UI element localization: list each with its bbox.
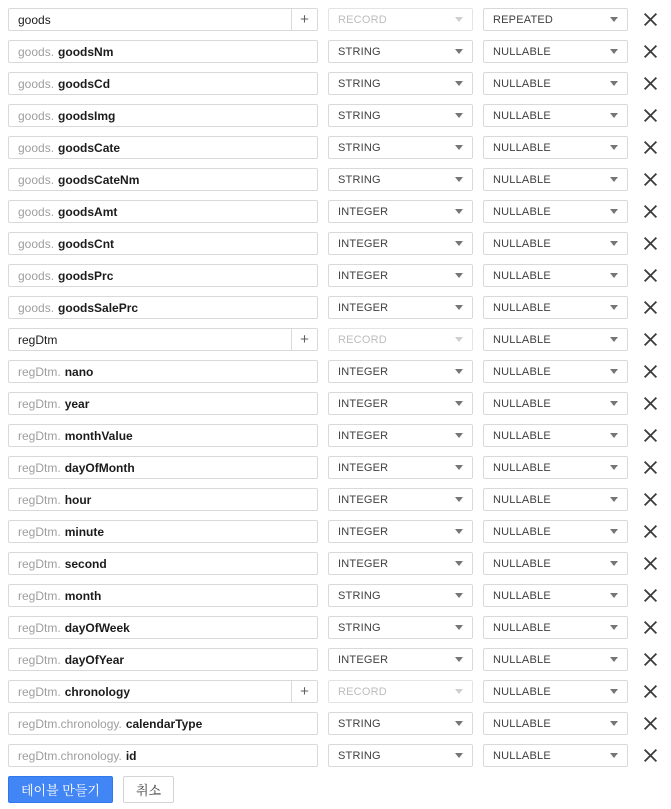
field-name: goodsImg — [58, 108, 116, 123]
field-mode-value: NULLABLE — [493, 461, 551, 474]
schema-field-row — [8, 104, 671, 127]
field-name-input[interactable] — [8, 424, 318, 447]
delete-field-button[interactable] — [638, 8, 662, 31]
field-type-value: STRING — [338, 717, 381, 730]
delete-field-button[interactable] — [638, 680, 662, 703]
field-mode-value: NULLABLE — [493, 109, 551, 122]
schema-field-row — [8, 520, 671, 543]
delete-field-button[interactable] — [638, 104, 662, 127]
chevron-down-icon — [455, 657, 463, 662]
field-type-dropdown[interactable] — [328, 392, 473, 415]
field-name-input[interactable] — [8, 584, 318, 607]
field-mode-dropdown[interactable] — [483, 488, 628, 511]
delete-field-button[interactable] — [638, 552, 662, 575]
field-name-input[interactable] — [8, 488, 318, 511]
field-type-dropdown[interactable] — [328, 744, 473, 767]
chevron-down-icon — [610, 433, 618, 438]
add-nested-field-button[interactable]: + — [291, 681, 317, 702]
chevron-down-icon — [610, 113, 618, 118]
close-icon — [643, 76, 658, 91]
field-mode-value: NULLABLE — [493, 621, 551, 634]
field-mode-dropdown[interactable] — [483, 104, 628, 127]
chevron-down-icon — [610, 753, 618, 758]
schema-field-row — [8, 744, 671, 767]
close-icon — [643, 652, 658, 667]
close-icon — [643, 44, 658, 59]
field-mode-dropdown[interactable] — [483, 520, 628, 543]
field-mode-value: NULLABLE — [493, 205, 551, 218]
delete-field-button[interactable] — [638, 264, 662, 287]
schema-field-row — [8, 456, 671, 479]
chevron-down-icon — [455, 465, 463, 470]
schema-field-row — [8, 680, 671, 703]
field-type-dropdown[interactable] — [328, 648, 473, 671]
field-name-prefix: regDtm. — [18, 396, 61, 411]
chevron-down-icon — [455, 145, 463, 150]
field-name-input[interactable] — [8, 136, 318, 159]
schema-field-row — [8, 136, 671, 159]
field-type-dropdown[interactable] — [328, 584, 473, 607]
field-mode-value: NULLABLE — [493, 525, 551, 538]
field-mode-value: NULLABLE — [493, 429, 551, 442]
delete-field-button[interactable] — [638, 232, 662, 255]
field-type-dropdown[interactable] — [328, 680, 473, 703]
schema-field-row — [8, 296, 671, 319]
close-icon — [643, 332, 658, 347]
field-name-input[interactable] — [8, 232, 318, 255]
chevron-down-icon — [610, 657, 618, 662]
field-name-prefix: goods. — [18, 76, 55, 91]
field-type-dropdown[interactable] — [328, 136, 473, 159]
field-mode-value: NULLABLE — [493, 141, 551, 154]
field-mode-dropdown[interactable] — [483, 8, 628, 31]
delete-field-button[interactable] — [638, 136, 662, 159]
field-mode-dropdown[interactable] — [483, 552, 628, 575]
chevron-down-icon — [455, 337, 463, 342]
field-mode-dropdown[interactable] — [483, 40, 628, 63]
chevron-down-icon — [455, 689, 463, 694]
field-mode-dropdown[interactable] — [483, 680, 628, 703]
chevron-down-icon — [610, 465, 618, 470]
field-type-dropdown[interactable] — [328, 616, 473, 639]
delete-field-button[interactable] — [638, 328, 662, 351]
field-mode-value: NULLABLE — [493, 653, 551, 666]
field-name: goodsNm — [58, 44, 114, 59]
schema-field-row — [8, 168, 671, 191]
field-type-value: INTEGER — [338, 397, 389, 410]
field-mode-dropdown[interactable] — [483, 296, 628, 319]
field-name: goodsCateNm — [58, 172, 140, 187]
close-icon — [643, 12, 658, 27]
field-type-dropdown[interactable] — [328, 328, 473, 351]
field-type-value: INTEGER — [338, 205, 389, 218]
field-type-value: INTEGER — [338, 429, 389, 442]
chevron-down-icon — [455, 177, 463, 182]
field-type-dropdown[interactable] — [328, 168, 473, 191]
field-mode-value: NULLABLE — [493, 365, 551, 378]
field-name: nano — [64, 364, 94, 379]
field-mode-dropdown[interactable] — [483, 392, 628, 415]
add-nested-field-button[interactable]: + — [291, 329, 317, 350]
field-type-value: INTEGER — [338, 525, 389, 538]
chevron-down-icon — [455, 433, 463, 438]
create-table-button[interactable]: 테이블 만들기 — [8, 776, 113, 803]
schema-field-row — [8, 40, 671, 63]
chevron-down-icon — [455, 113, 463, 118]
field-name-prefix: goods. — [18, 236, 55, 251]
field-mode-dropdown[interactable] — [483, 712, 628, 735]
field-name-input[interactable] — [8, 264, 318, 287]
chevron-down-icon — [455, 49, 463, 54]
field-name-prefix: regDtm. — [18, 556, 61, 571]
close-icon — [643, 684, 658, 699]
field-name: goodsSalePrc — [58, 300, 139, 315]
field-mode-value: NULLABLE — [493, 685, 551, 698]
field-name-prefix: goods. — [18, 140, 55, 155]
field-mode-dropdown[interactable] — [483, 616, 628, 639]
field-name-input[interactable] — [8, 712, 318, 735]
close-icon — [643, 460, 658, 475]
field-name-input[interactable] — [8, 456, 318, 479]
close-icon — [643, 300, 658, 315]
delete-field-button[interactable] — [638, 200, 662, 223]
field-name-prefix: goods. — [18, 44, 55, 59]
delete-field-button[interactable] — [638, 72, 662, 95]
field-type-value: STRING — [338, 45, 381, 58]
chevron-down-icon — [610, 49, 618, 54]
delete-field-button[interactable] — [638, 456, 662, 479]
close-icon — [643, 556, 658, 571]
field-name-prefix: regDtm. — [18, 588, 61, 603]
schema-field-row — [8, 8, 671, 31]
schema-field-row — [8, 616, 671, 639]
field-name: month — [64, 588, 102, 603]
field-name-prefix: regDtm. — [18, 428, 61, 443]
field-type-value: STRING — [338, 621, 381, 634]
schema-field-row — [8, 424, 671, 447]
field-name-input[interactable] — [8, 104, 318, 127]
field-type-value: STRING — [338, 173, 381, 186]
field-name-prefix: regDtm.chronology. — [18, 748, 122, 763]
field-name: dayOfYear — [64, 652, 125, 667]
close-icon — [643, 172, 658, 187]
schema-field-row — [8, 552, 671, 575]
close-icon — [643, 428, 658, 443]
field-name-input[interactable] — [8, 616, 318, 639]
field-mode-dropdown[interactable] — [483, 648, 628, 671]
field-name-prefix: regDtm. — [18, 460, 61, 475]
field-type-dropdown[interactable] — [328, 552, 473, 575]
delete-field-button[interactable] — [638, 168, 662, 191]
schema-field-row — [8, 392, 671, 415]
chevron-down-icon — [610, 625, 618, 630]
field-mode-dropdown[interactable] — [483, 456, 628, 479]
field-mode-value: NULLABLE — [493, 301, 551, 314]
close-icon — [643, 748, 658, 763]
field-type-dropdown[interactable] — [328, 232, 473, 255]
field-mode-dropdown[interactable] — [483, 200, 628, 223]
field-mode-dropdown[interactable] — [483, 72, 628, 95]
field-mode-dropdown[interactable] — [483, 168, 628, 191]
field-mode-value: REPEATED — [493, 13, 554, 26]
chevron-down-icon — [610, 273, 618, 278]
close-icon — [643, 236, 658, 251]
field-name-input[interactable] — [8, 392, 318, 415]
field-mode-value: NULLABLE — [493, 557, 551, 570]
field-name-prefix: regDtm. — [18, 364, 61, 379]
field-type-dropdown[interactable] — [328, 360, 473, 383]
chevron-down-icon — [610, 177, 618, 182]
chevron-down-icon — [455, 561, 463, 566]
field-type-value: STRING — [338, 749, 381, 762]
field-type-dropdown[interactable] — [328, 72, 473, 95]
delete-field-button[interactable] — [638, 488, 662, 511]
close-icon — [643, 268, 658, 283]
field-name-input[interactable] — [8, 360, 318, 383]
delete-field-button[interactable] — [638, 360, 662, 383]
schema-field-row — [8, 264, 671, 287]
close-icon — [643, 716, 658, 731]
field-name: dayOfMonth — [64, 460, 135, 475]
chevron-down-icon — [610, 209, 618, 214]
delete-field-button[interactable] — [638, 424, 662, 447]
field-name: calendarType — [125, 716, 203, 731]
chevron-down-icon — [610, 529, 618, 534]
field-type-value: INTEGER — [338, 237, 389, 250]
field-mode-dropdown[interactable] — [483, 136, 628, 159]
field-mode-dropdown[interactable] — [483, 264, 628, 287]
field-name-input[interactable] — [8, 744, 318, 767]
chevron-down-icon — [610, 401, 618, 406]
field-name: goodsCate — [58, 140, 121, 155]
close-icon — [643, 524, 658, 539]
field-mode-dropdown[interactable] — [483, 744, 628, 767]
chevron-down-icon — [455, 497, 463, 502]
field-mode-dropdown[interactable] — [483, 424, 628, 447]
field-type-value: INTEGER — [338, 653, 389, 666]
field-name-input[interactable] — [8, 648, 318, 671]
field-name-prefix: regDtm. — [18, 684, 61, 699]
close-icon — [643, 204, 658, 219]
field-name-prefix: goods. — [18, 268, 55, 283]
chevron-down-icon — [455, 401, 463, 406]
delete-field-button[interactable] — [638, 648, 662, 671]
field-name: monthValue — [64, 428, 133, 443]
field-mode-value: NULLABLE — [493, 397, 551, 410]
field-type-value: INTEGER — [338, 365, 389, 378]
field-type-dropdown[interactable] — [328, 296, 473, 319]
delete-field-button[interactable] — [638, 392, 662, 415]
field-name: second — [64, 556, 107, 571]
field-name: hour — [64, 492, 92, 507]
field-name-prefix: regDtm. — [18, 492, 61, 507]
close-icon — [643, 492, 658, 507]
field-name-prefix: goods. — [18, 300, 55, 315]
field-name: goods — [18, 12, 51, 27]
field-type-value: INTEGER — [338, 269, 389, 282]
field-mode-value: NULLABLE — [493, 45, 551, 58]
field-name-prefix: goods. — [18, 204, 55, 219]
chevron-down-icon — [455, 721, 463, 726]
field-type-dropdown[interactable] — [328, 488, 473, 511]
field-type-value: STRING — [338, 141, 381, 154]
field-mode-dropdown[interactable] — [483, 328, 628, 351]
chevron-down-icon — [455, 369, 463, 374]
field-name: goodsPrc — [58, 268, 114, 283]
field-name-input[interactable] — [8, 552, 318, 575]
field-mode-dropdown[interactable] — [483, 232, 628, 255]
schema-field-row — [8, 648, 671, 671]
delete-field-button[interactable] — [638, 520, 662, 543]
field-type-dropdown[interactable] — [328, 424, 473, 447]
field-mode-value: NULLABLE — [493, 717, 551, 730]
field-type-value: RECORD — [338, 333, 387, 346]
field-type-value: STRING — [338, 109, 381, 122]
field-mode-value: NULLABLE — [493, 269, 551, 282]
field-name-input[interactable] — [8, 328, 318, 351]
close-icon — [643, 620, 658, 635]
field-type-value: INTEGER — [338, 461, 389, 474]
field-name-prefix: goods. — [18, 108, 55, 123]
field-type-dropdown[interactable] — [328, 8, 473, 31]
close-icon — [643, 364, 658, 379]
chevron-down-icon — [610, 337, 618, 342]
schema-field-row — [8, 232, 671, 255]
field-type-dropdown[interactable] — [328, 520, 473, 543]
schema-field-row — [8, 360, 671, 383]
chevron-down-icon — [610, 81, 618, 86]
field-name: minute — [64, 524, 105, 539]
field-type-value: STRING — [338, 589, 381, 602]
chevron-down-icon — [455, 753, 463, 758]
field-type-dropdown[interactable] — [328, 40, 473, 63]
field-mode-value: NULLABLE — [493, 493, 551, 506]
chevron-down-icon — [455, 625, 463, 630]
field-name-input[interactable] — [8, 72, 318, 95]
delete-field-button[interactable] — [638, 712, 662, 735]
field-name-input[interactable] — [8, 296, 318, 319]
field-name: year — [64, 396, 90, 411]
field-name: goodsCd — [58, 76, 111, 91]
close-icon — [643, 588, 658, 603]
field-name-input[interactable] — [8, 520, 318, 543]
field-mode-value: NULLABLE — [493, 237, 551, 250]
field-name-input[interactable] — [8, 8, 318, 31]
field-type-dropdown[interactable] — [328, 456, 473, 479]
schema-field-row — [8, 584, 671, 607]
chevron-down-icon — [610, 561, 618, 566]
chevron-down-icon — [610, 241, 618, 246]
field-name-input[interactable] — [8, 40, 318, 63]
chevron-down-icon — [455, 529, 463, 534]
field-name: goodsCnt — [58, 236, 115, 251]
field-name: regDtm — [18, 332, 58, 347]
chevron-down-icon — [455, 81, 463, 86]
chevron-down-icon — [610, 593, 618, 598]
field-type-value: STRING — [338, 77, 381, 90]
schema-field-row — [8, 328, 671, 351]
delete-field-button[interactable] — [638, 584, 662, 607]
field-mode-value: NULLABLE — [493, 749, 551, 762]
field-mode-value: NULLABLE — [493, 333, 551, 346]
field-name: chronology — [64, 684, 131, 699]
chevron-down-icon — [455, 17, 463, 22]
close-icon — [643, 108, 658, 123]
field-name-input[interactable] — [8, 680, 318, 703]
schema-field-row — [8, 712, 671, 735]
cancel-button[interactable]: 취소 — [123, 776, 174, 803]
chevron-down-icon — [610, 17, 618, 22]
field-type-value: INTEGER — [338, 301, 389, 314]
close-icon — [643, 396, 658, 411]
chevron-down-icon — [455, 273, 463, 278]
field-type-dropdown[interactable] — [328, 200, 473, 223]
field-name: dayOfWeek — [64, 620, 130, 635]
chevron-down-icon — [455, 305, 463, 310]
delete-field-button[interactable] — [638, 296, 662, 319]
schema-field-row — [8, 72, 671, 95]
delete-field-button[interactable] — [638, 40, 662, 63]
field-type-value: RECORD — [338, 13, 387, 26]
add-nested-field-button[interactable]: + — [291, 9, 317, 30]
schema-field-list — [8, 8, 671, 767]
field-type-dropdown[interactable] — [328, 264, 473, 287]
field-name-prefix: regDtm.chronology. — [18, 716, 122, 731]
field-name-prefix: regDtm. — [18, 620, 61, 635]
field-name-input[interactable] — [8, 200, 318, 223]
chevron-down-icon — [610, 497, 618, 502]
field-name-prefix: goods. — [18, 172, 55, 187]
field-name-input[interactable] — [8, 168, 318, 191]
field-name: goodsAmt — [58, 204, 118, 219]
schema-field-row — [8, 200, 671, 223]
chevron-down-icon — [610, 145, 618, 150]
schema-field-row — [8, 488, 671, 511]
field-type-value: RECORD — [338, 685, 387, 698]
chevron-down-icon — [610, 369, 618, 374]
field-mode-dropdown[interactable] — [483, 360, 628, 383]
field-name: id — [125, 748, 137, 763]
field-mode-value: NULLABLE — [493, 173, 551, 186]
field-name-prefix: regDtm. — [18, 652, 61, 667]
chevron-down-icon — [610, 305, 618, 310]
chevron-down-icon — [455, 241, 463, 246]
field-name-prefix: regDtm. — [18, 524, 61, 539]
field-mode-value: NULLABLE — [493, 77, 551, 90]
delete-field-button[interactable] — [638, 616, 662, 639]
field-type-value: INTEGER — [338, 493, 389, 506]
chevron-down-icon — [455, 593, 463, 598]
field-type-dropdown[interactable] — [328, 104, 473, 127]
chevron-down-icon — [610, 721, 618, 726]
chevron-down-icon — [455, 209, 463, 214]
chevron-down-icon — [610, 689, 618, 694]
delete-field-button[interactable] — [638, 744, 662, 767]
footer-actions — [8, 776, 671, 803]
field-mode-value: NULLABLE — [493, 589, 551, 602]
field-type-value: INTEGER — [338, 557, 389, 570]
close-icon — [643, 140, 658, 155]
field-mode-dropdown[interactable] — [483, 584, 628, 607]
field-type-dropdown[interactable] — [328, 712, 473, 735]
